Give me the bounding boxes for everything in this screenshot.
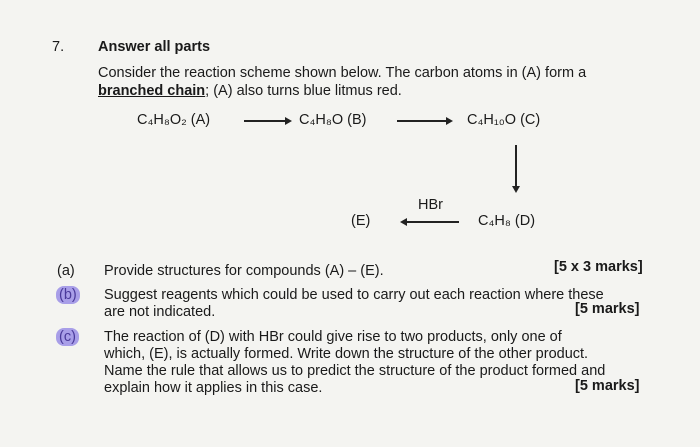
part-b-marks: [5 marks] <box>575 301 640 317</box>
part-c-line-4: explain how it applies in this case. <box>104 380 323 396</box>
part-b-line-2: are not indicated. <box>104 304 216 320</box>
intro-line-2-rest: ; (A) also turns blue litmus red. <box>205 83 402 99</box>
part-a-label: (a) <box>57 263 75 279</box>
intro-line-2 <box>98 82 402 100</box>
part-b-label: (b) <box>56 286 80 304</box>
part-c-line-2: which, (E), is actually formed. Write down the structure of the other product. <box>104 346 589 362</box>
branched-chain-text: branched chain <box>98 83 206 99</box>
arrow-a-to-b <box>244 120 286 122</box>
part-c-label: (c) <box>56 328 79 346</box>
compound-e: (E) <box>351 213 371 229</box>
compound-d: C₄H₈ (D) <box>478 213 536 229</box>
part-c-marks: [5 marks] <box>575 378 640 394</box>
arrow-d-to-e <box>406 221 459 223</box>
part-a-marks: [5 x 3 marks] <box>554 259 643 275</box>
part-a-text: Provide structures for compounds (A) – (E). <box>104 263 384 279</box>
compound-a: C₄H₈O₂ (A) <box>137 112 211 128</box>
part-c-line-3: Name the rule that allows us to predict the structure of the product formed and <box>104 363 606 379</box>
arrow-b-to-c <box>397 120 447 122</box>
compound-b: C₄H₈O (B) <box>299 112 367 128</box>
question-number: 7. <box>52 39 65 55</box>
part-b-line-1: Suggest reagents which could be used to carry out each reaction where these <box>104 287 604 303</box>
compound-c: C₄H₁₀O (C) <box>467 112 541 128</box>
reagent-hbr: HBr <box>418 197 443 213</box>
part-c-line-1: The reaction of (D) with HBr could give rise to two products, only one of <box>104 329 562 345</box>
question-header: Answer all parts <box>98 39 211 55</box>
arrow-c-to-d <box>515 145 517 187</box>
intro-line-1: Consider the reaction scheme shown below. The carbon atoms in (A) form a <box>98 65 587 81</box>
